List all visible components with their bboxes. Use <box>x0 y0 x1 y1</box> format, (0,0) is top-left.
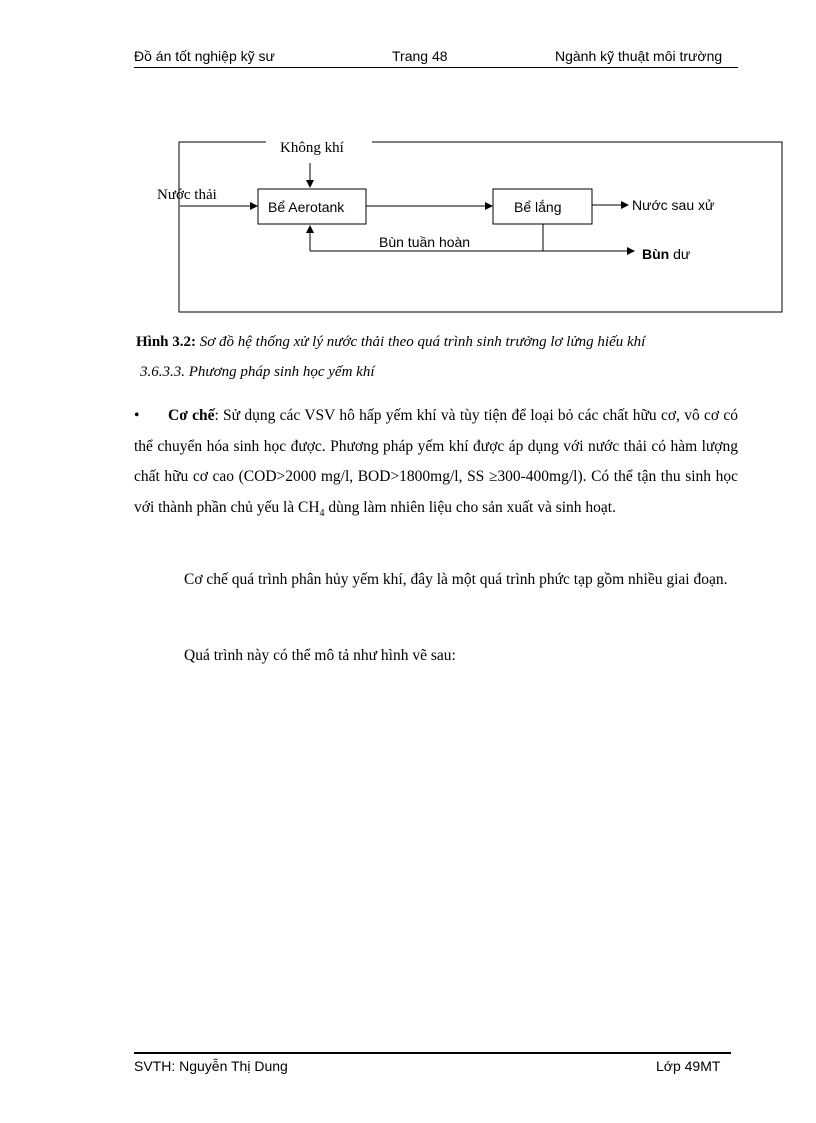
mechanism-text-1: : Sử dụng các VSV hô hấp yếm khí và tùy tiện để loại bỏ các chất hữu cơ, vô cơ có thể chuyển hóa sinh học được. Phương pháp yếm khí được áp dụng với nước thải có hàm lượng chất hữu cơ cao (COD>2000 mg/l, BOD>1800mg/l, SS ≥300-400mg/l). Có thể tận thu sinh học với thành phần chủ yếu là CH <box>134 407 738 516</box>
output-label: Nước sau xử <box>632 197 715 213</box>
header-left: Đồ án tốt nghiệp kỹ sư <box>134 48 275 64</box>
air-label: Không khí <box>280 140 344 156</box>
mechanism-text-2: dùng làm nhiên liệu cho sản xuất và sinh hoạt. <box>324 498 616 516</box>
excess-label-bold: Bùn <box>642 246 670 262</box>
excess-label-rest: dư <box>669 246 691 262</box>
excess-label <box>642 246 690 262</box>
caption-text: Sơ đồ hệ thống xử lý nước thải theo quá trình sinh trưởng lơ lửng hiếu khí <box>196 334 646 350</box>
process-flow-diagram <box>0 0 816 340</box>
footer-left: SVTH: Nguyễn Thị Dung <box>134 1058 288 1074</box>
paragraph-3: Quá trình này có thể mô tả như hình vẽ sau: <box>184 647 456 664</box>
input-label: Nước thải <box>157 187 217 203</box>
settling-label: Bể lắng <box>514 199 562 215</box>
caption-label: Hình 3.2: <box>136 334 197 350</box>
mechanism-subscript: 4 <box>319 507 325 519</box>
footer-right: Lớp 49MT <box>656 1058 721 1074</box>
mechanism-paragraph <box>134 401 738 529</box>
bullet-icon: • <box>134 407 140 424</box>
recycle-label: Bùn tuần hoàn <box>379 234 471 250</box>
header-right: Ngành kỹ thuật môi trường <box>555 48 723 64</box>
paragraph-2: Cơ chế quá trình phân hủy yếm khí, đây là một quá trình phức tạp gồm nhiều giai đoạn. <box>184 571 728 588</box>
header-page-number: Trang 48 <box>392 48 448 64</box>
mechanism-label: Cơ chế <box>168 407 215 424</box>
aerotank-label: Bể Aerotank <box>268 199 345 215</box>
outer-frame <box>179 142 782 312</box>
figure-caption <box>136 334 645 351</box>
section-heading: 3.6.3.3. Phương pháp sinh học yếm khí <box>140 364 375 380</box>
footer-rule <box>134 1052 731 1054</box>
